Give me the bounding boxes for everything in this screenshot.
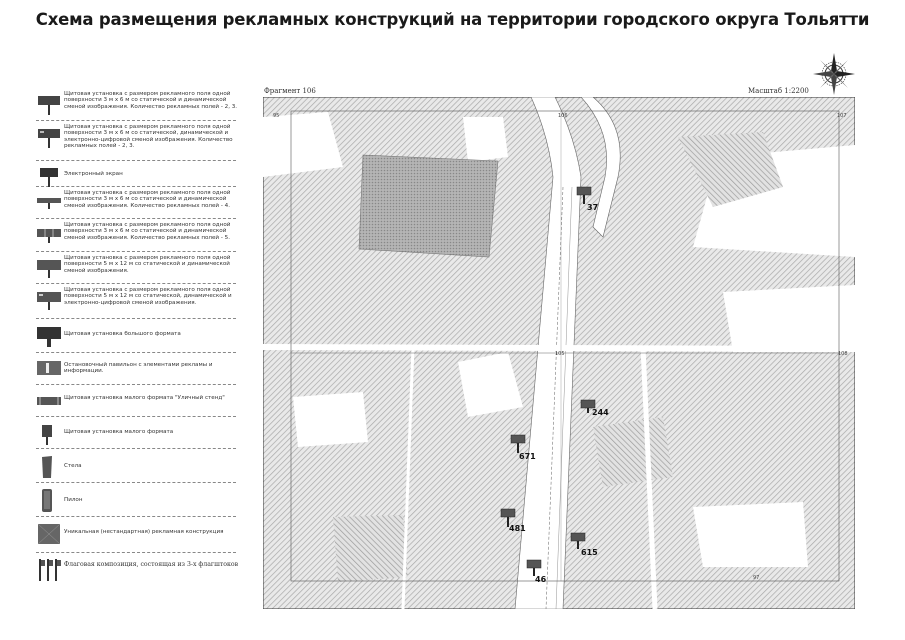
legend-item-label: Пилон: [64, 497, 83, 503]
grid-label: 97: [753, 575, 760, 581]
marker-label: 46: [535, 575, 547, 584]
legend-item-label: Стела: [64, 463, 82, 469]
legend-item: [36, 483, 236, 517]
side-road: [263, 347, 855, 349]
open-area: [693, 502, 808, 567]
billboard-five-icon: [36, 223, 62, 249]
legend-item: [36, 219, 236, 252]
small-format-billboard-icon: [36, 421, 62, 447]
marker-label: 671: [519, 452, 536, 461]
legend: [36, 88, 239, 583]
legend-item-label: Щитовая установка с размером рекламного поля одной поверхности 3 м х 6 м со статической и динамической сменой изображения. Количество рекламных полей - 4.: [64, 190, 231, 209]
billboard-double-icon: [36, 92, 62, 118]
legend-item: [36, 252, 236, 284]
legend-item: [36, 385, 236, 417]
legend-item-label: Щитовая установка малого формата: [64, 429, 174, 435]
legend-item-label: Щитовая установка малого формата "Уличный стенд": [64, 395, 225, 401]
legend-item: [36, 319, 236, 353]
legend-item: [36, 284, 236, 319]
legend-item: [36, 417, 236, 449]
open-area: [293, 392, 368, 447]
flag-composition-icon: [36, 557, 62, 583]
page-title: Схема размещения рекламных конструкций на территории городского округа Тольятти: [35, 10, 870, 29]
legend-item-label: Остановочный павильон с элементами рекламы и информации.: [64, 362, 213, 375]
building: [359, 155, 498, 257]
legend-item-label: Щитовая установка с размером рекламного поля одной поверхности 5 м х 12 м со статической и динамической сменой изображения.: [64, 255, 231, 274]
open-area: [593, 417, 673, 487]
legend-item: [36, 353, 236, 385]
legend-item-label: Уникальная (нестандартная) рекламная конструкция: [64, 529, 224, 535]
scale-label: Масштаб 1:2200: [748, 87, 809, 95]
legend-item: [36, 553, 239, 583]
compass-rose-icon: [812, 52, 856, 96]
billboard-digital-icon: [36, 125, 62, 151]
grid-label: 108: [838, 351, 848, 357]
grid-label: 105: [555, 351, 565, 357]
marker-label: 615: [581, 548, 598, 557]
stele-icon: [36, 453, 62, 479]
legend-item-label: Электронный экран: [64, 171, 123, 177]
marker-label: 244: [592, 408, 609, 417]
legend-item-label: Щитовая установка с размером рекламного поля одной поверхности 3 м х 6 м со статической, динамической и электронно-цифровой сменой изображения. Количество рекламных полей - 2, 3.: [64, 124, 233, 149]
open-area: [333, 515, 408, 582]
marker-label: 481: [509, 524, 526, 533]
legend-item-label: Щитовая установка с размером рекламного поля одной поверхности 3 м х 6 м со статической и динамической сменой изображения. Количество рекламных полей - 5.: [64, 222, 231, 241]
billboard-four-icon: [36, 191, 62, 217]
unique-construction-icon: [36, 521, 62, 547]
map-fragment[interactable]: [263, 97, 855, 609]
grid-label: 106: [558, 113, 568, 119]
legend-item: [36, 187, 236, 219]
billboard-large-digital-icon: [36, 288, 62, 314]
legend-item: [36, 88, 236, 121]
small-format-stand-icon: [36, 389, 62, 415]
legend-item-label: Флаговая композиция, состоящая из 3-х флагштоков: [64, 561, 239, 568]
legend-item: [36, 449, 236, 483]
open-area: [463, 117, 508, 162]
legend-item: [36, 517, 236, 553]
billboard-big-format-icon: [36, 323, 62, 349]
pylon-icon: [36, 487, 62, 513]
legend-item-label: Щитовая установка большого формата: [64, 331, 181, 337]
legend-item: [36, 161, 236, 187]
open-area: [723, 285, 855, 352]
grid-label: 107: [837, 113, 847, 119]
legend-item: [36, 121, 236, 161]
legend-item-label: Щитовая установка с размером рекламного поля одной поверхности 3 м х 6 м со статической и динамической сменой изображения. Количество рекламных полей - 2, 3.: [64, 91, 238, 110]
grid-label: 95: [273, 113, 280, 119]
marker-label: 37: [587, 203, 599, 212]
fragment-label: Фрагмент 106: [264, 87, 316, 95]
bus-stop-pavilion-icon: [36, 357, 62, 383]
billboard-large-static-icon: [36, 256, 62, 282]
legend-item-label: Щитовая установка с размером рекламного поля одной поверхности 5 м х 12 м со статической, динамической и электронно-цифровой сменой изображения.: [64, 287, 232, 306]
